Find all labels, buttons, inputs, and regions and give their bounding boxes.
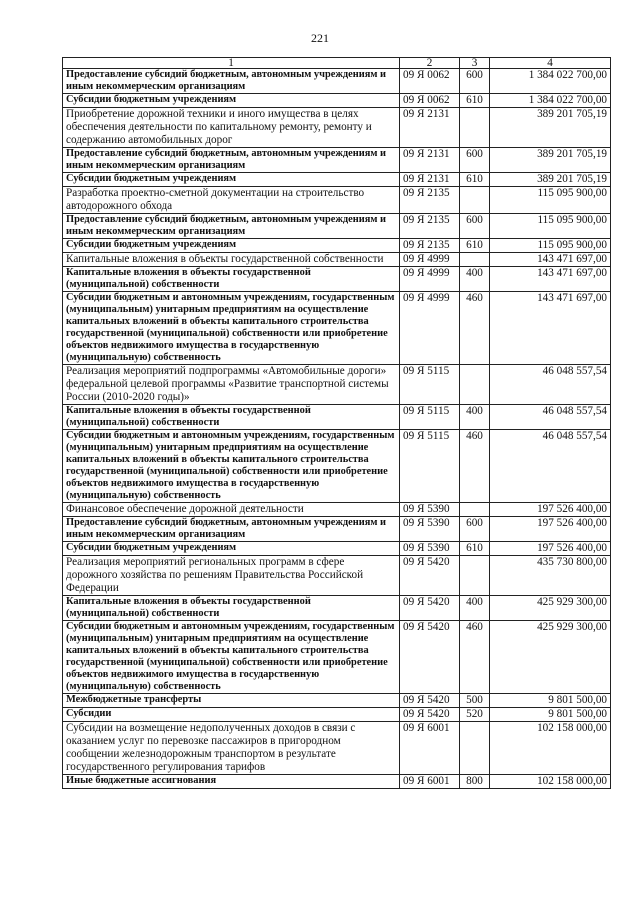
table-header-row [63,58,611,69]
header-col-2: 2 [400,58,460,69]
row-amount: 143 471 697,00 [490,267,611,292]
row-amount: 435 730 800,00 [490,556,611,596]
row-name: Иные бюджетные ассигнования [63,775,400,789]
row-code: 09 Я 5390 [400,542,460,556]
table-row [63,267,611,292]
row-amount: 46 048 557,54 [490,405,611,430]
row-amount: 9 801 500,00 [490,708,611,722]
row-code: 09 Я 6001 [400,722,460,775]
row-name: Субсидии бюджетным и автономным учреждениям, государственным (муниципальным) унитарным предприятиям на осуществление капитальных вложений в объекты капитального строительства государственной (муниципальной) собственности или приобретение объектов недвижимого имущества в государственную (муниципальную) собственность [63,621,400,694]
row-expense-type [460,503,490,517]
row-expense-type: 610 [460,173,490,187]
table-row [63,292,611,365]
row-amount: 1 384 022 700,00 [490,94,611,108]
page-number: 221 [311,31,329,45]
table-row [63,430,611,503]
row-amount: 389 201 705,19 [490,148,611,173]
row-amount: 425 929 300,00 [490,596,611,621]
row-expense-type [460,108,490,148]
table-row [63,517,611,542]
row-expense-type: 600 [460,69,490,94]
row-name: Субсидии бюджетным и автономным учреждениям, государственным (муниципальным) унитарным предприятиям на осуществление капитальных вложений в объекты капитального строительства государственной (муниципальной) собственности или приобретение объектов недвижимого имущества в государственную (муниципальную) собственность [63,430,400,503]
row-name: Субсидии бюджетным учреждениям [63,542,400,556]
row-amount: 389 201 705,19 [490,173,611,187]
row-expense-type [460,365,490,405]
row-amount: 425 929 300,00 [490,621,611,694]
row-name: Субсидии бюджетным учреждениям [63,173,400,187]
budget-table [62,57,611,789]
row-expense-type [460,187,490,214]
table-row [63,542,611,556]
table-row [63,69,611,94]
row-code: 09 Я 5420 [400,708,460,722]
table-row [63,722,611,775]
row-code: 09 Я 5420 [400,621,460,694]
table-row [63,173,611,187]
row-amount: 197 526 400,00 [490,517,611,542]
row-code: 09 Я 5115 [400,405,460,430]
row-code: 09 Я 5390 [400,503,460,517]
row-expense-type: 610 [460,239,490,253]
row-expense-type: 520 [460,708,490,722]
row-code: 09 Я 5420 [400,556,460,596]
row-code: 09 Я 5115 [400,430,460,503]
table-row [63,187,611,214]
row-name: Капитальные вложения в объекты государственной (муниципальной) собственности [63,596,400,621]
row-expense-type: 400 [460,596,490,621]
row-code: 09 Я 2135 [400,187,460,214]
header-col-1: 1 [63,58,400,69]
row-code: 09 Я 6001 [400,775,460,789]
row-name: Реализация мероприятий региональных программ в сфере дорожного хозяйства по решениям Правительства Российской Федерации [63,556,400,596]
table-row [63,253,611,267]
row-amount: 197 526 400,00 [490,542,611,556]
row-name: Субсидии бюджетным и автономным учреждениям, государственным (муниципальным) унитарным предприятиям на осуществление капитальных вложений в объекты капитального строительства государственной (муниципальной) собственности или приобретение объектов недвижимого имущества в государственную (муниципальную) собственность [63,292,400,365]
row-name: Капитальные вложения в объекты государственной (муниципальной) собственности [63,405,400,430]
row-code: 09 Я 5390 [400,517,460,542]
row-name: Межбюджетные трансферты [63,694,400,708]
row-amount: 115 095 900,00 [490,214,611,239]
row-name: Реализация мероприятий подпрограммы «Автомобильные дороги» федеральной целевой программы «Развитие транспортной системы России (2010-2020 годы)» [63,365,400,405]
row-amount: 9 801 500,00 [490,694,611,708]
row-expense-type: 460 [460,621,490,694]
row-name: Субсидии бюджетным учреждениям [63,239,400,253]
row-amount: 1 384 022 700,00 [490,69,611,94]
table-row [63,556,611,596]
table-row [63,694,611,708]
row-amount: 115 095 900,00 [490,239,611,253]
row-code: 09 Я 0062 [400,69,460,94]
header-col-4: 4 [490,58,611,69]
row-code: 09 Я 2131 [400,108,460,148]
row-expense-type: 400 [460,267,490,292]
row-amount: 197 526 400,00 [490,503,611,517]
row-code: 09 Я 0062 [400,94,460,108]
table-row [63,148,611,173]
row-code: 09 Я 2131 [400,173,460,187]
row-expense-type: 800 [460,775,490,789]
row-name: Разработка проектно-сметной документации на строительство автодорожного обхода [63,187,400,214]
table-row [63,108,611,148]
table-row [63,365,611,405]
row-code: 09 Я 5420 [400,596,460,621]
table-row [63,503,611,517]
row-expense-type: 600 [460,214,490,239]
table-row [63,94,611,108]
row-amount: 102 158 000,00 [490,775,611,789]
row-expense-type [460,556,490,596]
row-name: Предоставление субсидий бюджетным, автономным учреждениям и иным некоммерческим организациям [63,148,400,173]
row-amount: 143 471 697,00 [490,253,611,267]
row-amount: 389 201 705,19 [490,108,611,148]
row-expense-type: 460 [460,292,490,365]
row-code: 09 Я 2135 [400,214,460,239]
table-row [63,214,611,239]
row-name: Капитальные вложения в объекты государственной (муниципальной) собственности [63,267,400,292]
row-code: 09 Я 4999 [400,267,460,292]
row-name: Предоставление субсидий бюджетным, автономным учреждениям и иным некоммерческим организациям [63,69,400,94]
row-expense-type [460,253,490,267]
table-row [63,621,611,694]
row-code: 09 Я 2131 [400,148,460,173]
table-row [63,239,611,253]
table-body [63,69,611,789]
row-amount: 115 095 900,00 [490,187,611,214]
row-code: 09 Я 4999 [400,292,460,365]
row-expense-type: 500 [460,694,490,708]
row-name: Предоставление субсидий бюджетным, автономным учреждениям и иным некоммерческим организациям [63,517,400,542]
row-name: Субсидии [63,708,400,722]
table-row [63,775,611,789]
row-expense-type: 610 [460,542,490,556]
table-row [63,596,611,621]
row-name: Предоставление субсидий бюджетным, автономным учреждениям и иным некоммерческим организациям [63,214,400,239]
row-expense-type: 600 [460,517,490,542]
row-code: 09 Я 2135 [400,239,460,253]
row-amount: 102 158 000,00 [490,722,611,775]
table-row [63,405,611,430]
row-expense-type: 610 [460,94,490,108]
row-name: Субсидии бюджетным учреждениям [63,94,400,108]
row-code: 09 Я 5420 [400,694,460,708]
row-expense-type [460,722,490,775]
row-expense-type: 600 [460,148,490,173]
row-name: Капитальные вложения в объекты государственной собственности [63,253,400,267]
row-amount: 143 471 697,00 [490,292,611,365]
table-row [63,708,611,722]
row-amount: 46 048 557,54 [490,365,611,405]
row-name: Финансовое обеспечение дорожной деятельности [63,503,400,517]
row-amount: 46 048 557,54 [490,430,611,503]
row-name: Приобретение дорожной техники и иного имущества в целях обеспечения деятельности по капитальному ремонту, ремонту и содержанию автомобильных дорог [63,108,400,148]
row-code: 09 Я 4999 [400,253,460,267]
header-col-3: 3 [460,58,490,69]
row-expense-type: 400 [460,405,490,430]
row-expense-type: 460 [460,430,490,503]
row-code: 09 Я 5115 [400,365,460,405]
row-name: Субсидии на возмещение недополученных доходов в связи с оказанием услуг по перевозке пассажиров в пригородном сообщении железнодорожным транспортом в результате государственного регулирования тарифов [63,722,400,775]
